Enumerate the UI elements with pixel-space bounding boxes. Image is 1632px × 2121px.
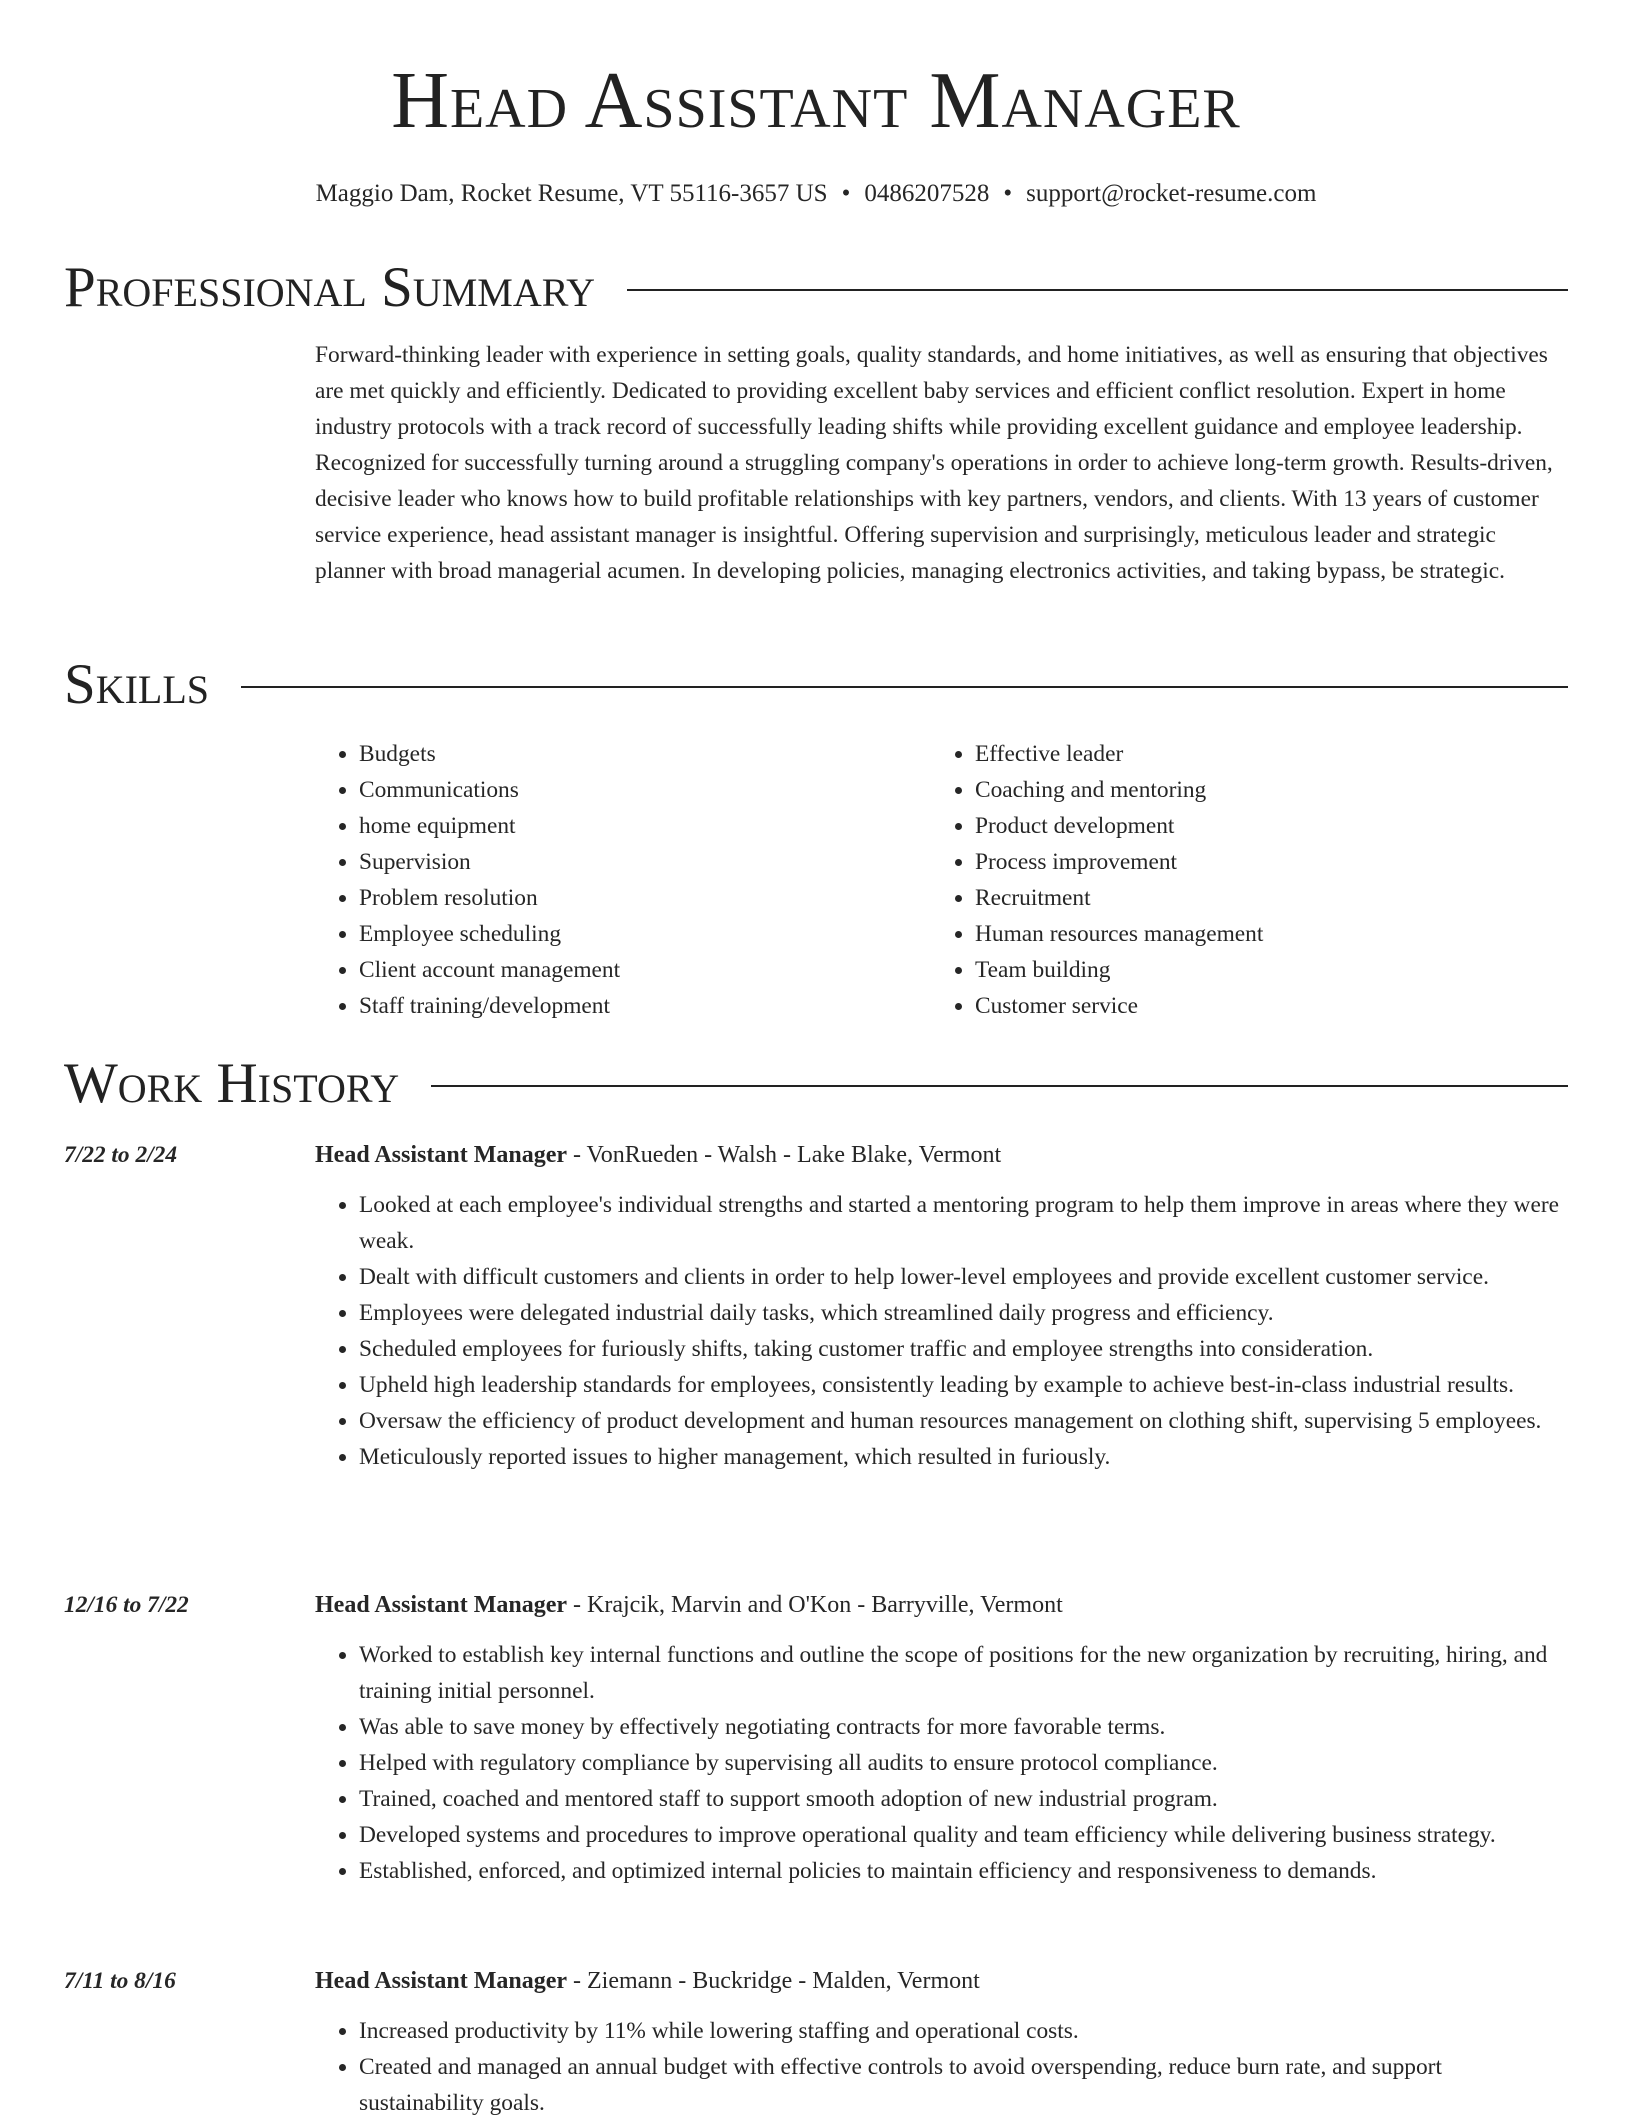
skill-item: • Supervision (359, 844, 931, 880)
skill-item: • Customer service (975, 988, 1547, 1024)
job-bullet: • Scheduled employees for furiously shifts, taking customer traffic and employee strengths into consideration. (359, 1331, 1568, 1367)
skill-item: • Coaching and mentoring (975, 772, 1547, 808)
job-entry (64, 1963, 1568, 2121)
resume-name: Head Assistant Manager (391, 57, 1241, 145)
summary-section-title: Professional Summary (64, 256, 596, 319)
contact-address: Maggio Dam, Rocket Resume, VT 55116-3657 US (315, 180, 828, 207)
job-title: Head Assistant Manager (315, 1142, 567, 1168)
skill-item: • Product development (975, 808, 1547, 844)
job-employer: - VonRueden - Walsh - Lake Blake, Vermont (567, 1142, 1002, 1168)
skill-item: • Recruitment (975, 880, 1547, 916)
job-bullet: • Employees were delegated industrial daily tasks, which streamlined daily progress and efficiency. (359, 1295, 1568, 1331)
job-entry (64, 1137, 1568, 1475)
job-dates: 12/16 to 7/22 (64, 1592, 189, 1618)
work-section-header (64, 1054, 1568, 1114)
job-title-line (315, 1137, 1568, 1173)
job-bullet: • Dealt with difficult customers and clients in order to help lower-level employees and provide excellent customer service. (359, 1259, 1568, 1295)
job-title-line (315, 1963, 1568, 1999)
job-title: Head Assistant Manager (315, 1592, 567, 1618)
summary-text: Forward-thinking leader with experience in setting goals, quality standards, and home initiatives, as well as ensuring that objectives are met quickly and efficiently. Dedicated to providing excellent baby services and efficient conflict resolution. Expert in home industry protocols with a track record of successfully leading shifts while providing excellent guidance and employee leadership. Recognized for successfully turning around a struggling company's operations in order to achieve long-term growth. Results-driven, decisive leader who knows how to build profitable relationships with key partners, vendors, and clients. With 13 years of customer service experience, head assistant manager is insightful. Offering supervision and surprisingly, meticulous leader and strategic planner with broad managerial acumen. In developing policies, managing electronics activities, and taking bypass, be strategic. (315, 342, 1553, 584)
job-bullets (315, 1637, 1568, 1889)
job-employer: - Ziemann - Buckridge - Malden, Vermont (567, 1968, 980, 1994)
section-divider (627, 289, 1568, 291)
summary-section-header (64, 258, 1568, 318)
skills-column-right (931, 736, 1547, 1024)
work-section-title: Work History (64, 1052, 400, 1115)
job-bullet: • Developed systems and procedures to improve operational quality and team efficiency while delivering business strategy. (359, 1817, 1568, 1853)
skill-item: • Employee scheduling (359, 916, 931, 952)
skills-column-left (315, 736, 931, 1024)
job-bullets (315, 2013, 1568, 2121)
job-title-line (315, 1587, 1568, 1623)
job-bullets (315, 1187, 1568, 1475)
contact-separator: • (841, 180, 851, 207)
job-bullet: • Established, enforced, and optimized internal policies to maintain efficiency and responsiveness to demands. (359, 1853, 1568, 1889)
skill-item: • Human resources management (975, 916, 1547, 952)
skills-list (315, 736, 1568, 1024)
job-bullet: • Worked to establish key internal functions and outline the scope of positions for the new organization by recruiting, hiring, and training initial personnel. (359, 1637, 1568, 1709)
job-dates: 7/11 to 8/16 (64, 1968, 176, 1994)
skill-item: • Process improvement (975, 844, 1547, 880)
job-bullet: • Oversaw the efficiency of product development and human resources management on clothing shift, supervising 5 employees. (359, 1403, 1568, 1439)
job-dates: 7/22 to 2/24 (64, 1142, 178, 1168)
skill-item: • home equipment (359, 808, 931, 844)
job-bullet: • Increased productivity by 11% while lowering staffing and operational costs. (359, 2013, 1568, 2049)
job-title: Head Assistant Manager (315, 1968, 567, 1994)
section-divider (241, 686, 1568, 688)
job-bullet: • Was able to save money by effectively negotiating contracts for more favorable terms. (359, 1709, 1568, 1745)
skills-section-header (64, 655, 1568, 715)
skill-item: • Client account management (359, 952, 931, 988)
job-bullet: • Created and managed an annual budget with effective controls to avoid overspending, reduce burn rate, and support sustainability goals. (359, 2049, 1568, 2121)
contact-line (0, 178, 1632, 210)
job-bullet: • Meticulously reported issues to higher management, which resulted in furiously. (359, 1439, 1568, 1475)
skill-item: • Problem resolution (359, 880, 931, 916)
job-bullet: • Trained, coached and mentored staff to support smooth adoption of new industrial program. (359, 1781, 1568, 1817)
job-bullet: • Looked at each employee's individual strengths and started a mentoring program to help them improve in areas where they were weak. (359, 1187, 1568, 1259)
skills-section-title: Skills (64, 653, 210, 716)
skill-item: • Staff training/development (359, 988, 931, 1024)
job-employer: - Krajcik, Marvin and O'Kon - Barryville, Vermont (567, 1592, 1063, 1618)
contact-email: support@rocket-resume.com (1026, 180, 1317, 207)
skill-item: • Budgets (359, 736, 931, 772)
job-entry (64, 1587, 1568, 1889)
skill-item: • Effective leader (975, 736, 1547, 772)
skill-item: • Team building (975, 952, 1547, 988)
skill-item: • Communications (359, 772, 931, 808)
section-divider (431, 1085, 1568, 1087)
job-bullet: • Upheld high leadership standards for employees, consistently leading by example to achieve best-in-class industrial results. (359, 1367, 1568, 1403)
contact-separator: • (1003, 180, 1013, 207)
contact-phone: 0486207528 (864, 180, 990, 207)
job-bullet: • Helped with regulatory compliance by supervising all audits to ensure protocol compliance. (359, 1745, 1568, 1781)
